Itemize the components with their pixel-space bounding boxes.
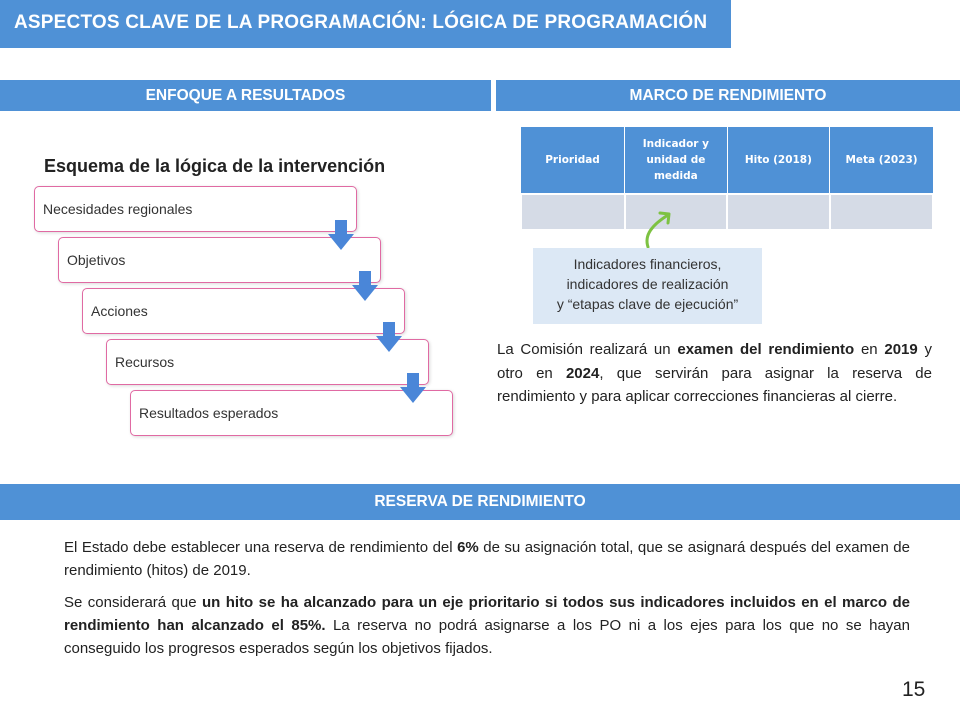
reserve-paragraph-1: El Estado debe establecer una reserva de rendimiento del 6% de su asignación total, que se asignará después del examen de rendimiento (hitos) de 2019. bbox=[64, 539, 910, 579]
down-arrow-icon bbox=[328, 220, 354, 250]
section-heading-reserva: RESERVA DE RENDIMIENTO bbox=[0, 484, 960, 520]
table-cell bbox=[521, 194, 625, 230]
down-arrow-icon bbox=[376, 322, 402, 352]
table-cell bbox=[727, 194, 829, 230]
curved-arrow-icon bbox=[640, 205, 680, 250]
down-arrow-icon bbox=[400, 373, 426, 403]
callout-line: y “etapas clave de ejecución” bbox=[556, 296, 739, 312]
schema-title: Esquema de la lógica de la intervención bbox=[44, 156, 386, 176]
callout-line: Indicadores financieros, bbox=[573, 256, 722, 272]
step-label: Objetivos bbox=[67, 252, 126, 268]
table-row bbox=[521, 194, 933, 230]
down-arrow-icon bbox=[352, 271, 378, 301]
section-heading-enfoque: ENFOQUE A RESULTADOS bbox=[0, 80, 491, 111]
header-indicador: Indicador y unidad de medida bbox=[625, 127, 728, 194]
reserve-paragraph-2: Se considerará que un hito se ha alcanzado para un eje prioritario si todos sus indicadores incluidos en el marco de rendimiento han alcanzado el 85%. La reserva no podrá asignarse a los PO ni a los ejes para los que no se hayan conseguido los progresos esperados según los objetivos fijados. bbox=[64, 594, 910, 657]
indicators-callout bbox=[533, 248, 762, 324]
table-header-row bbox=[521, 127, 933, 194]
header-meta: Meta (2023) bbox=[830, 127, 933, 194]
page-number: 15 bbox=[902, 678, 926, 701]
step-label: Recursos bbox=[115, 354, 175, 370]
page-title: ASPECTOS CLAVE DE LA PROGRAMACIÓN: LÓGICA DE PROGRAMACIÓN bbox=[0, 0, 731, 48]
step-label: Acciones bbox=[91, 303, 148, 319]
callout-line: indicadores de realización bbox=[566, 276, 729, 292]
performance-review-paragraph: La Comisión realizará un examen del rendimiento en 2019 y otro en 2024, que servirán para asignar la reserva de rendimiento y para aplicar correcciones financieras al cierre. bbox=[497, 341, 932, 405]
table-cell bbox=[830, 194, 933, 230]
section-heading-marco: MARCO DE RENDIMIENTO bbox=[496, 80, 960, 111]
step-label: Resultados esperados bbox=[139, 405, 279, 421]
step-label: Necesidades regionales bbox=[43, 201, 193, 217]
performance-framework-table bbox=[520, 127, 934, 231]
step-necesidades bbox=[34, 186, 357, 232]
header-hito: Hito (2018) bbox=[727, 127, 829, 194]
header-prioridad: Prioridad bbox=[521, 127, 625, 194]
